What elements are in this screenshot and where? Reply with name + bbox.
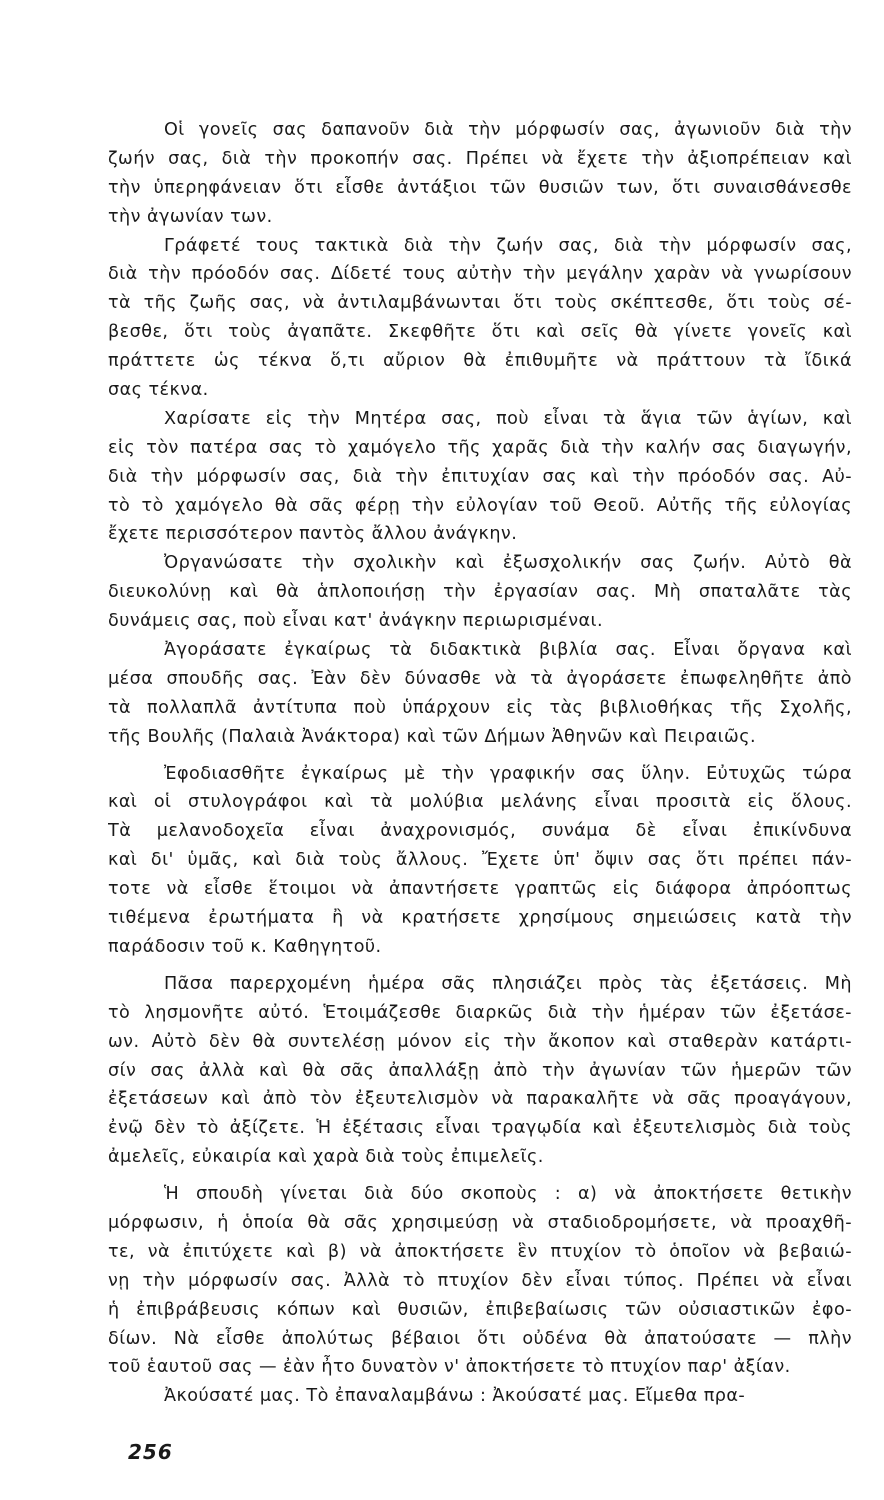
text-line: τὴν ὑπερηφάνειαν ὅτι εἶσθε ἀντάξιοι τῶν θυσιῶν των, ὅτι συναισθάνεσθε <box>108 177 852 198</box>
text-line: Ἀκούσατέ μας. Τὸ ἐπαναλαμβάνω : Ἀκούσατέ μας. Εἴμεθα πρα- <box>164 1386 746 1407</box>
text-line: ζωήν σας, διὰ τὴν προκοπήν σας. Πρέπει νὰ ἔχετε τὴν ἀξιοπρέπειαν καὶ <box>108 148 852 169</box>
text-line: καὶ δι' ὑμᾶς, καὶ διὰ τοὺς ἄλλους. Ἔχετε ὑπ' ὄψιν σας ὅτι πρέπει πάν- <box>108 850 852 871</box>
text-line: τοτε νὰ εἶσθε ἕτοιμοι νὰ ἀπαντήσετε γραπτῶς εἰς διάφορα ἀπρόοπτως <box>108 879 852 900</box>
text-line: ων. Αὐτὸ δὲν θὰ συντελέσῃ μόνον εἰς τὴν ἄκοπον καὶ σταθερὰν κατάρτι- <box>108 1031 852 1052</box>
text-line: σίν σας ἀλλὰ καὶ θὰ σᾶς ἀπαλλάξῃ ἀπὸ τὴν ἀγωνίαν τῶν ἡμερῶν τῶν <box>108 1060 852 1081</box>
text-line: Ὀργανώσατε τὴν σχολικὴν καὶ ἐξωσχολικήν σας ζωήν. Αὐτὸ θὰ <box>164 553 852 574</box>
text-line: διὰ τὴν πρόοδόν σας. Δίδετέ τους αὐτὴν τὴν μεγάλην χαρὰν νὰ γνωρίσουν <box>108 264 852 285</box>
paragraph <box>108 1180 852 1382</box>
text-line: Χαρίσατε εἰς τὴν Μητέρα σας, ποὺ εἶναι τὰ ἅγια τῶν ἁγίων, καὶ <box>164 408 852 429</box>
paragraph <box>108 405 852 549</box>
text-line: βεσθε, ὅτι τοὺς ἀγαπᾶτε. Σκεφθῆτε ὅτι καὶ σεῖς θὰ γίνετε γονεῖς καὶ <box>108 322 852 343</box>
text-line: Γράφετέ τους τακτικὰ διὰ τὴν ζωήν σας, διὰ τὴν μόρφωσίν σας, <box>164 235 852 256</box>
body-text <box>108 116 852 1411</box>
text-line: τιθέμενα ἐρωτήματα ἢ νὰ κρατήσετε χρησίμους σημειώσεις κατὰ τὴν <box>108 908 852 929</box>
page-number: 256 <box>128 1440 173 1464</box>
text-line: τὴν ἀγωνίαν των. <box>108 206 273 227</box>
text-line: Ἐφοδιασθῆτε ἐγκαίρως μὲ τὴν γραφικήν σας ὕλην. Εὐτυχῶς τώρα <box>164 763 852 784</box>
paragraph <box>108 1382 852 1411</box>
text-line: διὰ τὴν μόρφωσίν σας, διὰ τὴν ἐπιτυχίαν σας καὶ τὴν πρόοδόν σας. Αὐ- <box>108 466 852 487</box>
text-line: σας τέκνα. <box>108 380 209 401</box>
text-line: ἔχετε περισσότερον παντὸς ἄλλου ἀνάγκην. <box>108 524 518 545</box>
text-line: ἐνῷ δὲν τὸ ἀξίζετε. Ἡ ἐξέτασις εἶναι τραγῳδία καὶ ἐξευτελισμὸς διὰ τοὺς <box>108 1118 852 1139</box>
text-line: εἰς τὸν πατέρα σας τὸ χαμόγελο τῆς χαρᾶς διὰ τὴν καλήν σας διαγωγήν, <box>108 437 852 458</box>
paragraph-gap <box>108 962 852 970</box>
text-line: τε, νὰ ἐπιτύχετε καὶ β) νὰ ἀποκτήσετε ἓν πτυχίον τὸ ὁποῖον νὰ βεβαιώ- <box>108 1241 852 1262</box>
text-line: πράττετε ὡς τέκνα ὅ,τι αὔριον θὰ ἐπιθυμῆτε νὰ πράττουν τὰ ἴδικά <box>108 351 852 372</box>
paragraph <box>108 760 852 962</box>
text-line: Τὰ μελανοδοχεῖα εἶναι ἀναχρονισμός, συνάμα δὲ εἶναι ἐπικίνδυνα <box>108 821 852 842</box>
text-line: διευκολύνῃ καὶ θὰ ἁπλοποιήσῃ τὴν ἐργασίαν σας. Μὴ σπαταλᾶτε τὰς <box>108 582 852 603</box>
text-line: νῃ τὴν μόρφωσίν σας. Ἀλλὰ τὸ πτυχίον δὲν εἶναι τύπος. Πρέπει νὰ εἶναι <box>108 1270 852 1291</box>
paragraph <box>108 636 852 752</box>
text-line: Ἡ σπουδὴ γίνεται διὰ δύο σκοποὺς : α) νὰ ἀποκτήσετε θετικὴν <box>164 1184 852 1205</box>
text-line: ἐξετάσεων καὶ ἀπὸ τὸν ἐξευτελισμὸν νὰ παρακαλῆτε νὰ σᾶς προαγάγουν, <box>108 1089 852 1110</box>
text-line: τὸ λησμονῆτε αὐτό. Ἑτοιμάζεσθε διαρκῶς διὰ τὴν ἡμέραν τῶν ἐξετάσε- <box>108 1002 852 1023</box>
text-line: Ἀγοράσατε ἐγκαίρως τὰ διδακτικὰ βιβλία σας. Εἶναι ὄργανα καὶ <box>164 640 852 661</box>
text-line: Οἱ γονεῖς σας δαπανοῦν διὰ τὴν μόρφωσίν σας, ἀγωνιοῦν διὰ τὴν <box>164 120 852 140</box>
text-line: τὰ πολλαπλᾶ ἀντίτυπα ποὺ ὑπάρχουν εἰς τὰς βιβλιοθήκας τῆς Σχολῆς, <box>108 697 852 718</box>
text-line: δίων. Νὰ εἶσθε ἀπολύτως βέβαιοι ὅτι οὐδένα θὰ ἀπατούσατε — πλὴν <box>108 1328 852 1349</box>
text-line: παράδοσιν τοῦ κ. Καθηγητοῦ. <box>108 936 382 957</box>
text-line: δυνάμεις σας, ποὺ εἶναι κατ' ἀνάγκην περιωρισμέναι. <box>108 611 603 632</box>
text-line: ἡ ἐπιβράβευσις κόπων καὶ θυσιῶν, ἐπιβεβαίωσις τῶν οὐσιαστικῶν ἐφο- <box>108 1299 852 1320</box>
text-line: τὸ τὸ χαμόγελο θὰ σᾶς φέρῃ τὴν εὐλογίαν τοῦ Θεοῦ. Αὐτῆς τῆς εὐλογίας <box>108 495 852 516</box>
text-line: μέσα σπουδῆς σας. Ἐὰν δὲν δύνασθε νὰ τὰ ἀγοράσετε ἐπωφεληθῆτε ἀπὸ <box>108 668 852 689</box>
text-line: ἀμελεῖς, εὐκαιρία καὶ χαρὰ διὰ τοὺς ἐπιμελεῖς. <box>108 1147 544 1168</box>
paragraph <box>108 549 852 636</box>
paragraph <box>108 970 852 1172</box>
text-line: τὰ τῆς ζωῆς σας, νὰ ἀντιλαμβάνωνται ὅτι τοὺς σκέπτεσθε, ὅτι τοὺς σέ- <box>108 293 852 314</box>
text-line: καὶ οἱ στυλογράφοι καὶ τὰ μολύβια μελάνης εἶναι προσιτὰ εἰς ὅλους. <box>108 792 852 813</box>
paragraph <box>108 232 852 405</box>
text-line: μόρφωσιν, ἡ ὁποία θὰ σᾶς χρησιμεύσῃ νὰ σταδιοδρομήσετε, νὰ προαχθῆ- <box>108 1212 852 1233</box>
paragraph-gap <box>108 1172 852 1180</box>
paragraph <box>108 116 852 232</box>
text-line: Πᾶσα παρερχομένη ἡμέρα σᾶς πλησιάζει πρὸς τὰς ἐξετάσεις. Μὴ <box>164 973 852 994</box>
paragraph-gap <box>108 752 852 760</box>
text-line: τοῦ ἑαυτοῦ σας — ἐὰν ἦτο δυνατὸν ν' ἀποκτήσετε τὸ πτυχίον παρ' ἀξίαν. <box>108 1357 791 1378</box>
text-line: τῆς Βουλῆς (Παλαιὰ Ἀνάκτορα) καὶ τῶν Δήμων Ἀθηνῶν καὶ Πειραιῶς. <box>108 726 757 747</box>
